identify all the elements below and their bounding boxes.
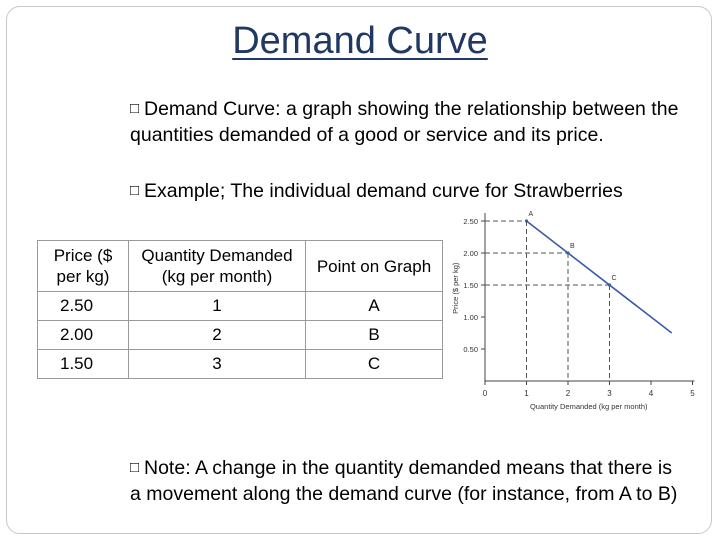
header-quantity: Quantity Demanded (kg per month): [129, 241, 306, 292]
definition-text: a graph showing the relationship between the quantities demanded of a good or service and its price.: [130, 98, 679, 146]
x-tick-label: 3: [607, 389, 612, 398]
cell-price: 2.50: [38, 292, 129, 321]
note-text: A change in the quantity demanded means that there is a movement along the demand curve (for instance, from A to B): [130, 457, 678, 505]
cell-price: 2.00: [38, 321, 129, 350]
y-tick-label: 2.00: [463, 249, 478, 258]
example-term: Example;: [144, 180, 226, 202]
point-label: B: [570, 243, 575, 250]
note-bullet: [130, 455, 685, 507]
y-tick-label: 2.50: [463, 217, 478, 226]
definition-bullet: [130, 96, 690, 148]
y-tick-label: 1.50: [463, 281, 478, 290]
point-label: C: [611, 275, 617, 282]
table-row: [38, 350, 443, 379]
cell-point: C: [306, 350, 443, 379]
slide-title: Demand Curve: [232, 20, 488, 62]
cell-quantity: 2: [129, 321, 306, 350]
cell-quantity: 3: [129, 350, 306, 379]
x-tick-label: 2: [565, 389, 571, 398]
point-label: A: [528, 211, 534, 218]
bullet-marker: □: [130, 182, 140, 199]
cell-quantity: 1: [129, 292, 306, 321]
y-tick-label: 1.00: [463, 313, 478, 322]
cell-price: 1.50: [38, 350, 129, 379]
y-axis-label: Price ($ per kg): [451, 262, 460, 314]
y-tick-label: 0.50: [463, 345, 478, 354]
x-tick-label: 1: [524, 389, 529, 398]
point-marker: [608, 283, 611, 286]
bullet-marker: □: [130, 100, 140, 117]
bullet-marker: □: [130, 459, 140, 476]
demand-curve-line: [527, 221, 672, 333]
cell-point: B: [306, 321, 443, 350]
definition-term: Demand Curve:: [144, 98, 281, 120]
point-marker: [566, 251, 569, 254]
demand-curve-chart: [440, 205, 705, 415]
note-term: Note:: [144, 457, 191, 479]
x-tick-label: 0: [482, 389, 488, 398]
header-point: Point on Graph: [306, 241, 443, 292]
table-row: [38, 292, 443, 321]
x-tick-label: 5: [690, 389, 695, 398]
table-header-row: [38, 241, 443, 292]
x-axis-label: Quantity Demanded (kg per month): [529, 402, 648, 411]
x-tick-label: 4: [648, 389, 654, 398]
demand-schedule-table: [37, 240, 443, 379]
example-text: The individual demand curve for Strawberries: [225, 180, 623, 202]
header-price: Price ($ per kg): [38, 241, 129, 292]
table-row: [38, 321, 443, 350]
cell-point: A: [306, 292, 443, 321]
example-bullet: [130, 178, 690, 204]
point-marker: [525, 219, 528, 222]
